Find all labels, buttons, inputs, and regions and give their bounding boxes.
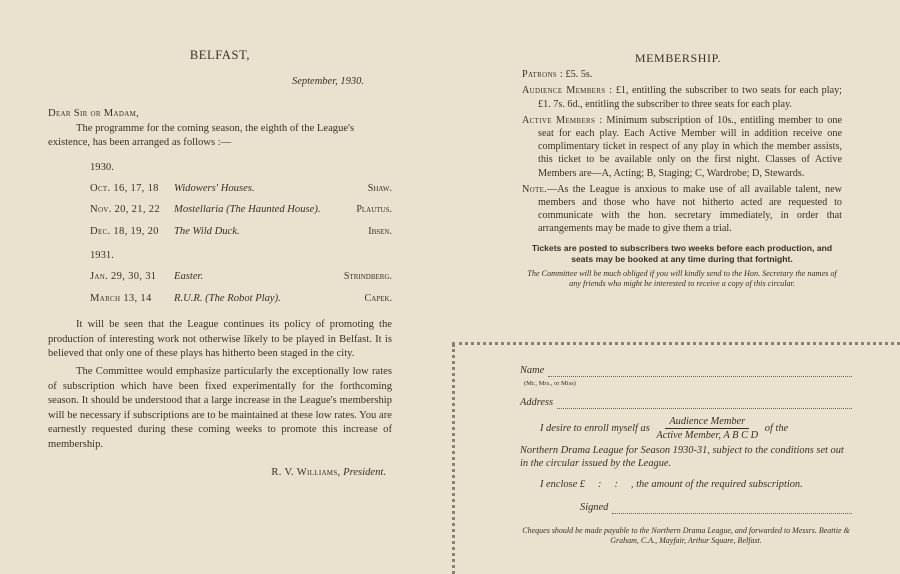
- programme-row: [90, 203, 392, 218]
- subscription-paragraph: The Committee would emphasize particularly the exceptionally low rates of subscription which have been fixed experimentally for the forthcoming season. It should be understood that a large increase in the League's membership will be necessary if subscriptions are to be maintained at these low rates. You are earnestly requested during these coming weeks to promote this increase of membership.: [48, 365, 392, 450]
- letter-column: [48, 48, 392, 481]
- name-field[interactable]: [548, 366, 852, 377]
- play-author: Capek.: [364, 292, 392, 304]
- letter-date: September, 1930.: [291, 75, 364, 87]
- play-dates: Oct. 16, 17, 18: [90, 182, 159, 194]
- perforation-vertical: [452, 344, 455, 574]
- option-audience[interactable]: Audience Member: [665, 415, 749, 429]
- programme-row: [90, 225, 392, 240]
- play-title: Mostellaria (The Haunted House).: [174, 204, 321, 216]
- programme-group-1930: [48, 161, 392, 239]
- programme-year: 1931.: [90, 250, 114, 262]
- intro-paragraph: The programme for the coming season, the eighth of the League's existence, has been arranged as follows :—: [48, 122, 355, 149]
- signature-title: President.: [343, 467, 386, 479]
- committee-request: The Committee will be much obliged if you will kindly send to the Hon. Secretary the names of any friends who might be interested to receive a copy of this circular.: [527, 268, 837, 289]
- address-field[interactable]: [557, 398, 852, 409]
- tickets-notice: Tickets are posted to subscribers two weeks before each production, and seats may be booked at any time during that fortnight.: [531, 242, 833, 265]
- patrons-label: Patrons :: [522, 69, 563, 81]
- salutation: Dear Sir or Madam,: [48, 108, 140, 120]
- enroll-row: [540, 415, 852, 442]
- signed-label: Signed: [580, 502, 609, 513]
- programme-row: [90, 292, 392, 307]
- note-text: —As the League is anxious to make use of all available talent, new members and those who have not hitherto acted are requested to communicate with the hon. secretary immediately, in order that arrangements may be made to give them a trial.: [538, 183, 842, 235]
- policy-paragraph: It will be seen that the League continues its policy of promoting the production of interesting work not otherwise likely to be played in Belfast. It is believed that only one of these plays has hitherto been staged in the city.: [48, 319, 392, 360]
- audience-label: Audience Members :: [522, 85, 613, 97]
- cheques-note: Cheques should be made payable to the Northern Drama League, and forwarded to Messrs. Beattie & Graham, C.A., Mayfair, Arthur Square, Belfast.: [522, 526, 850, 545]
- enrollment-form: [520, 364, 852, 546]
- programme-year: 1930.: [90, 161, 114, 173]
- membership-column: [522, 52, 842, 289]
- active-label: Active Members :: [522, 114, 603, 126]
- play-dates: Nov. 20, 21, 22: [90, 204, 160, 216]
- play-dates: Jan. 29, 30, 31: [90, 270, 157, 282]
- play-title: The Wild Duck.: [174, 225, 240, 237]
- enroll-post-text: of the: [764, 422, 789, 434]
- option-active[interactable]: Active Member, A B C D: [656, 430, 759, 441]
- membership-options: [656, 415, 758, 442]
- programme-row: [90, 270, 392, 285]
- play-title: R.U.R. (The Robot Play).: [174, 292, 281, 304]
- name-row: [520, 364, 852, 377]
- perforation-horizontal: [452, 342, 900, 345]
- signed-field[interactable]: [612, 503, 852, 514]
- play-dates: Dec. 18, 19, 20: [90, 225, 159, 237]
- play-author: Plautus.: [356, 204, 392, 216]
- note-label: Note.: [522, 183, 548, 195]
- membership-heading: MEMBERSHIP.: [634, 51, 722, 65]
- address-row: [520, 396, 852, 409]
- signature-name: R. V. Williams,: [271, 467, 341, 479]
- patrons-item: [522, 68, 842, 81]
- signature: [48, 466, 386, 481]
- play-author: Shaw.: [367, 182, 392, 194]
- enclose-text: I enclose £ : : , the amount of the required subscription.: [540, 479, 803, 490]
- active-text: Minimum subscription of 10s., entitling member to one seat for each play. Each Active Member will in addition receive one complimentary ticket in respect of any play in which the member assists, this ticket to be available only on the first night. Classes of Active Members are—A, Acting; B, Staging; C, Wardrobe; D, Stewards.: [538, 114, 842, 179]
- address-label: Address: [520, 397, 554, 408]
- signed-row: [580, 501, 852, 514]
- note-item: [522, 183, 842, 236]
- play-author: Strindberg.: [343, 270, 392, 282]
- league-text: Northern Drama League for Season 1930-31, subject to the conditions set out in the circular issued by the League.: [520, 445, 844, 469]
- play-title: Easter.: [174, 270, 204, 282]
- enroll-pre-text: I desire to enroll myself as: [540, 422, 650, 434]
- letter-heading: BELFAST,: [189, 48, 251, 62]
- audience-text: £1, entitling the subscriber to two seats for each play; £1. 7s. 6d., entitling the subscriber to three seats for each play.: [538, 85, 843, 110]
- patrons-text: £5. 5s.: [565, 69, 593, 81]
- play-dates: March 13, 14: [90, 292, 152, 304]
- programme-row: [90, 182, 392, 197]
- name-label: Name: [520, 365, 545, 376]
- audience-item: [522, 84, 842, 110]
- name-sub-label: (Mr., Mrs., or Miss): [524, 380, 576, 387]
- programme-group-1931: [48, 249, 392, 306]
- active-item: [522, 114, 842, 180]
- play-title: Widowers' Houses.: [174, 182, 255, 194]
- play-author: Ibsen.: [368, 225, 392, 237]
